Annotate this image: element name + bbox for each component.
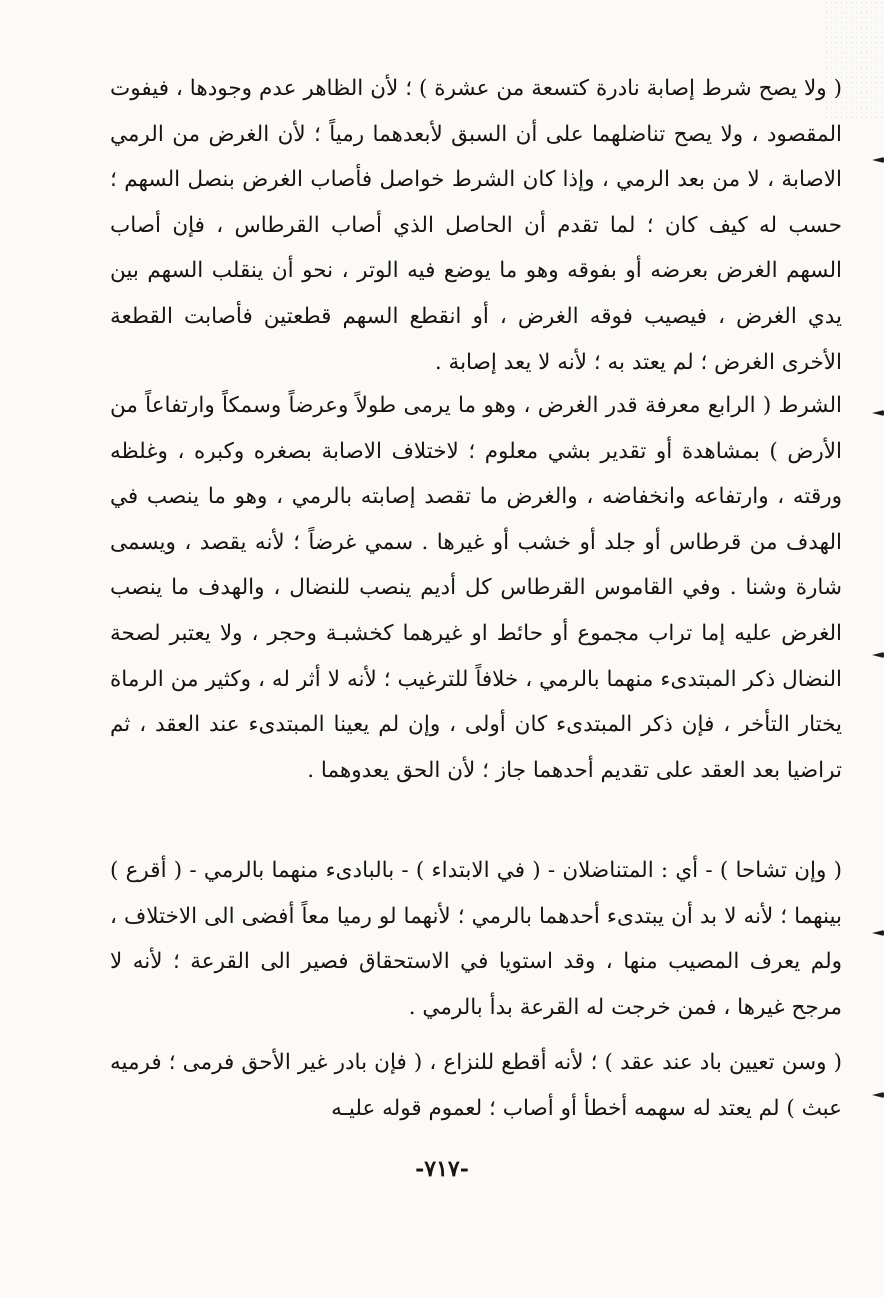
- margin-arrow-mark: [872, 410, 884, 416]
- paragraph-3: [110, 848, 842, 1030]
- page-number: -٧١٧-: [415, 1156, 469, 1182]
- paragraph-4-text: ( وسن تعيين باد عند عقد ) ؛ لأنه أقطع للنزاع ، ( فإن بادر غير الأحق فرمى ؛ فرميه عبث ) لم يعتد له سهمه أخطأ أو أصاب ؛ لعموم قوله عليـه: [110, 1050, 842, 1121]
- paragraph-2-text: الشرط ( الرابع معرفة قدر الغرض ، وهو ما يرمى طولاً وعرضاً وسمكاً وارتفاعاً من الأرض ) بمشاهدة أو تقدير بشي معلوم ؛ لاختلاف الاصابة بصغره وكبره ، وغلظه ورقته ، وارتفاعه وانخفاضه ، والغرض ما تقصد إصابته بالرمي ، وهو ما ينصب في الهدف من قرطاس أو جلد أو خشب أو غيرها . سمي غرضاً ؛ لأنه يقصد ، ويسمى شارة وشنا . وفي القاموس القرطاس كل أديم ينصب للنضال ، والهدف ما ينصب الغرض عليه إما تراب مجموع أو حائط او غيرهما كخشبـة وحجر ، ولا يعتبر لصحة النضال ذكر المبتدىء منهما بالرمي ، خلافاً للترغيب ؛ لأنه لا أثر له ، وكثير من الرماة يختار التأخر ، فإن ذكر المبتدىء كان أولى ، وإن لم يعينا المبتدىء عند العقد ، ثم تراضيا بعد العقد على تقديم أحدهما جاز ؛ لأن الحق يعدوهما .: [110, 393, 842, 783]
- margin-arrow-mark: [872, 652, 884, 658]
- margin-arrow-mark: [872, 157, 884, 163]
- paragraph-1-text: ( ولا يصح شرط إصابة نادرة كتسعة من عشرة ) ؛ لأن الظاهر عدم وجودها ، فيفوت المقصود ، ولا يصح تناضلهما على أن السبق لأبعدهما رمياً ؛ لأن الغرض من الرمي الاصابة ، لا من بعد الرمي ، وإذا كان الشرط خواصل فأصاب الغرض بنصل السهم ؛ حسب له كيف كان ؛ لما تقدم أن الحاصل الذي أصاب القرطاس ، فإن أصاب السهم الغرض بعرضه أو بفوقه وهو ما يوضع فيه الوتر ، نحو أن ينقلب السهم بين يدي الغرض ، فيصيب فوقه الغرض ، أو انقطع السهم قطعتين فأصابت القطعة الأخرى الغرض ؛ لم يعتد به ؛ لأنه لا يعد إصابة .: [110, 76, 842, 375]
- paragraph-3-text: ( وإن تشاحا ) - أي : المتناضلان - ( في الابتداء ) - بالبادىء منهما بالرمي - ( أقرع ) بينهما ؛ لأنه لا بد أن يبتدىء أحدهما بالرمي ؛ لأنهما لو رميا معاً أفضى الى الاختلاف ، ولم يعرف المصيب منها ، وقد استويا في الاستحقاق فصير الى القرعة ؛ لأنه لا مرجح غيرها ، فمن خرجت له القرعة بدأ بالرمي .: [110, 858, 842, 1020]
- paragraph-2: [110, 383, 842, 793]
- margin-arrow-mark: [872, 930, 884, 936]
- margin-arrow-mark: [872, 1092, 884, 1098]
- paragraph-1: [110, 66, 842, 385]
- paragraph-4: [110, 1040, 842, 1131]
